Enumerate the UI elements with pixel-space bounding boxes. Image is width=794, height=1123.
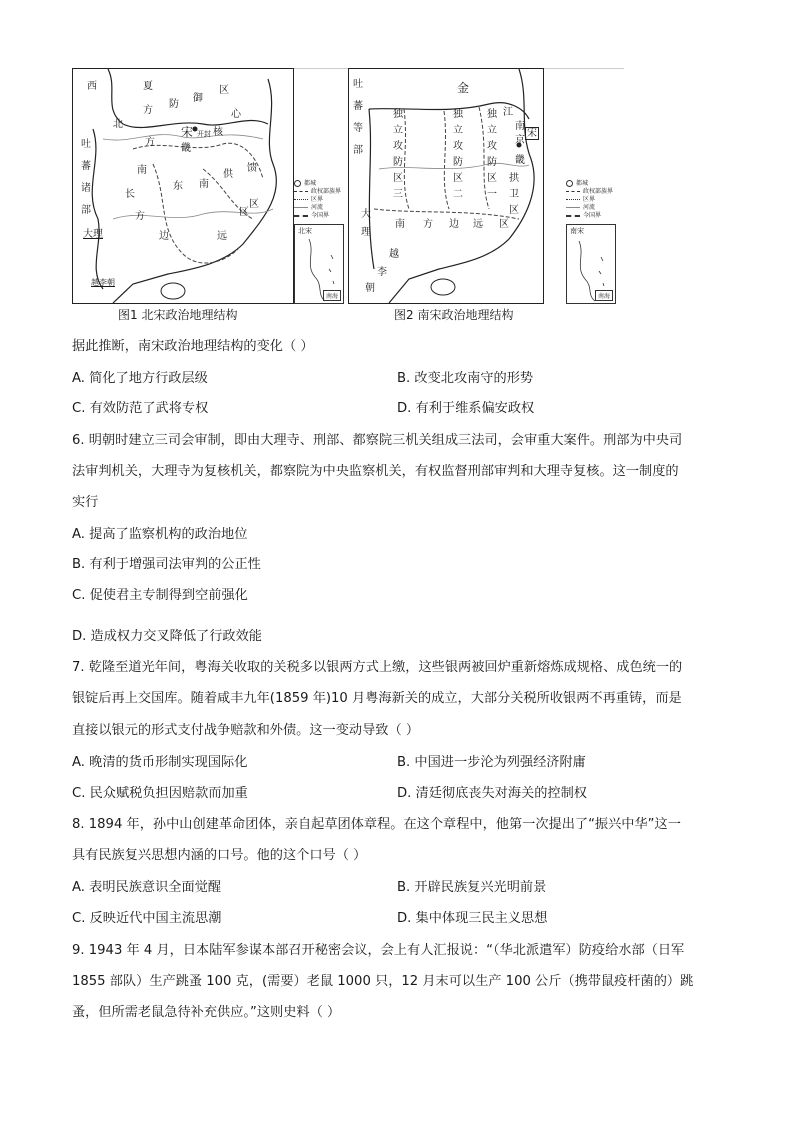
q8-option-a: A. 表明民族意识全面觉醒 [72, 880, 222, 895]
map-label: 独 [393, 109, 403, 120]
map-label: 立 [453, 125, 463, 136]
map-label: 东 [173, 181, 183, 192]
legend-item: 政权部族界 [294, 188, 346, 196]
q8-option-d: D. 集中体现三民主义思想 [397, 911, 548, 926]
map-label: 区 [249, 199, 259, 210]
q5-option-d: D. 有利于维系偏安政权 [397, 401, 535, 416]
map-label: 馈 [247, 163, 257, 174]
map-figures [72, 68, 624, 324]
map-label: 吐 [81, 139, 91, 150]
q5-option-b: B. 改变北攻南守的形势 [397, 371, 534, 386]
map-label: 部 [81, 205, 91, 216]
legend-item: 今国界 [566, 212, 618, 220]
map-label: 长 [125, 189, 135, 200]
map-label: 宋 [181, 125, 194, 139]
q7-line: 直接以银元的形式支付战争赔款和外债。这一变动导致（ ） [72, 723, 420, 738]
map-label: 心 [231, 109, 241, 120]
map-label: 区 [239, 207, 249, 218]
map-label: 部 [353, 145, 363, 156]
map-label: 攻 [487, 141, 497, 152]
map-label: 江 [503, 107, 513, 118]
map-label: 南 [137, 165, 147, 176]
map-label: 独 [487, 109, 497, 120]
map-label: 二 [453, 189, 463, 200]
map-label: 南 [199, 179, 209, 190]
inset-sea-label: 南海 [323, 290, 341, 301]
q9-line: 1855 部队）生产跳蚤 100 克，(需要）老鼠 1000 只，12 月末可以生产 100 公斤（携带鼠疫杆菌的）跳 [72, 974, 694, 989]
map-label: 远 [217, 231, 227, 242]
q9-line: 9. 1943 年 4 月，日本陆军参谋本部召开秘密会议，会上有人汇报说：“（华北派遣军）防疫给水部（日军 [72, 943, 685, 958]
map-label: 朝 [365, 283, 375, 294]
q6-line: 6. 明朝时建立三司会审制，即由大理寺、刑部、都察院三机关组成三法司，会审重大案件。刑部为中央司 [72, 433, 683, 448]
q5-option-c: C. 有效防范了武将专权 [72, 401, 209, 416]
q8-line: 8. 1894 年，孙中山创建革命团体，亲自起草团体章程。在这个章程中，他第一次提出了“振兴中华”这一 [72, 817, 681, 832]
map-label: 蕃 [81, 161, 91, 172]
legend-item: 区界 [566, 196, 618, 204]
legend-item: 政权部族界 [566, 188, 618, 196]
map-label: 区 [499, 219, 509, 230]
q6-option-d: D. 造成权力交叉降低了行政效能 [72, 629, 262, 644]
q6-option-b: B. 有利于增强司法审判的公正性 [72, 557, 261, 572]
northern-song-map [72, 68, 294, 304]
map-label: 御 [193, 93, 203, 104]
q6-option-a: A. 提高了监察机构的政治地位 [72, 527, 248, 542]
map-label: 南 [515, 121, 525, 132]
inset-label: 北宋 [298, 227, 312, 235]
map-label: 吐 [353, 79, 363, 90]
map-label: 防 [393, 157, 403, 168]
map-label: 防 [453, 157, 463, 168]
inset-label: 南宋 [570, 227, 584, 235]
northern-song-inset-map [294, 224, 344, 304]
map-label: 李 [377, 267, 387, 278]
map-label: 方 [423, 219, 433, 230]
map-label: 供 [223, 169, 233, 180]
map-label: 独 [453, 109, 463, 120]
northern-song-legend [294, 180, 346, 220]
map-label: 京 [515, 135, 525, 146]
map-label: 宋 [527, 128, 537, 139]
figure-2-caption: 图2 南宋政治地理结构 [394, 308, 514, 322]
q8-line: 具有民族复兴思想内涵的口号。他的这个口号（ ） [72, 848, 367, 863]
map-label: 拱 [509, 173, 519, 184]
map-label: 大理 [83, 229, 103, 240]
map-label: 等 [353, 123, 363, 134]
map-label: 区 [453, 173, 463, 184]
map-label: 攻 [393, 141, 403, 152]
map-label: 立 [487, 125, 497, 136]
map-label: 大 [361, 209, 371, 220]
map-label: 北 [113, 119, 123, 130]
map-label: 区 [393, 173, 403, 184]
q5-option-a: A. 简化了地方行政层级 [72, 371, 208, 386]
map-label: 远 [473, 219, 483, 230]
map-label: 理 [361, 227, 371, 238]
map-label: 边 [159, 231, 169, 242]
map-label: 一 [487, 189, 497, 200]
map-label: 蕃 [353, 101, 363, 112]
q8-option-c: C. 反映近代中国主流思潮 [72, 911, 222, 926]
map-label: 西 [87, 81, 97, 92]
southern-song-map [348, 68, 544, 304]
map-label: 防 [169, 99, 179, 110]
map-label: 方 [135, 211, 145, 222]
legend-item: 都城 [294, 180, 346, 188]
q7-option-a: A. 晚清的货币形制实现国际化 [72, 755, 248, 770]
map-label: 区 [487, 173, 497, 184]
q7-line: 银锭后再上交国库。随着咸丰九年(1859 年)10 月粤海新关的成立，大部分关税所收银两不再重铸，而是 [72, 691, 682, 706]
map-label: 立 [393, 125, 403, 136]
q7-line: 7. 乾隆至道光年间，粤海关收取的关税多以银两方式上缴，这些银两被回炉重新熔炼成规格、成色统一的 [72, 660, 683, 675]
map-label: 南 [395, 219, 405, 230]
map-label: 攻 [453, 141, 463, 152]
southern-song-legend [566, 180, 618, 220]
map-label: 越 [389, 249, 399, 260]
map-label: 金 [457, 81, 470, 95]
map-label: 方 [145, 137, 155, 148]
q6-option-c: C. 促使君主专制得到空前强化 [72, 588, 248, 603]
map-label: 区 [219, 85, 229, 96]
q7-option-c: C. 民众赋税负担因赔款而加重 [72, 786, 248, 801]
map-label: 开封 [197, 130, 211, 138]
legend-item: 区界 [294, 196, 346, 204]
map-label: 核 [213, 127, 223, 138]
q5-stem: 据此推断，南宋政治地理结构的变化（ ） [72, 339, 314, 354]
q7-option-b: B. 中国进一步沦为列强经济附庸 [397, 755, 586, 770]
q6-line: 实行 [72, 495, 99, 510]
northern-song-map-drawing [73, 69, 293, 303]
map-label: 夏 [143, 81, 153, 92]
map-label: 防 [487, 157, 497, 168]
legend-item: 河流 [566, 204, 618, 212]
map-label: 诸 [81, 183, 91, 194]
q7-option-d: D. 清廷彻底丧失对海关的控制权 [397, 786, 587, 801]
legend-item: 都城 [566, 180, 618, 188]
map-label: 畿 [515, 155, 525, 166]
figure-1-caption: 图1 北宋政治地理结构 [118, 308, 238, 322]
legend-item: 今国界 [294, 212, 346, 220]
map-label: 区 [509, 205, 519, 216]
map-label: 边 [449, 219, 459, 230]
inset-sea-label: 南海 [595, 290, 613, 301]
map-label: 卫 [509, 189, 519, 200]
q6-line: 法审判机关，大理寺为复核机关，都察院为中央监察机关，有权监督刑部审判和大理寺复核。这一制度的 [72, 464, 679, 479]
legend-item: 河流 [294, 204, 346, 212]
map-label: 越李朝 [91, 278, 115, 287]
map-label: 三 [393, 189, 403, 200]
q9-line: 蚤，但所需老鼠急待补充供应。”这则史料（ ） [72, 1005, 341, 1020]
q8-option-b: B. 开辟民族复兴光明前景 [397, 880, 547, 895]
map-label: 方 [143, 105, 153, 116]
southern-song-inset-map [566, 224, 616, 304]
map-label: 畿 [181, 143, 191, 154]
